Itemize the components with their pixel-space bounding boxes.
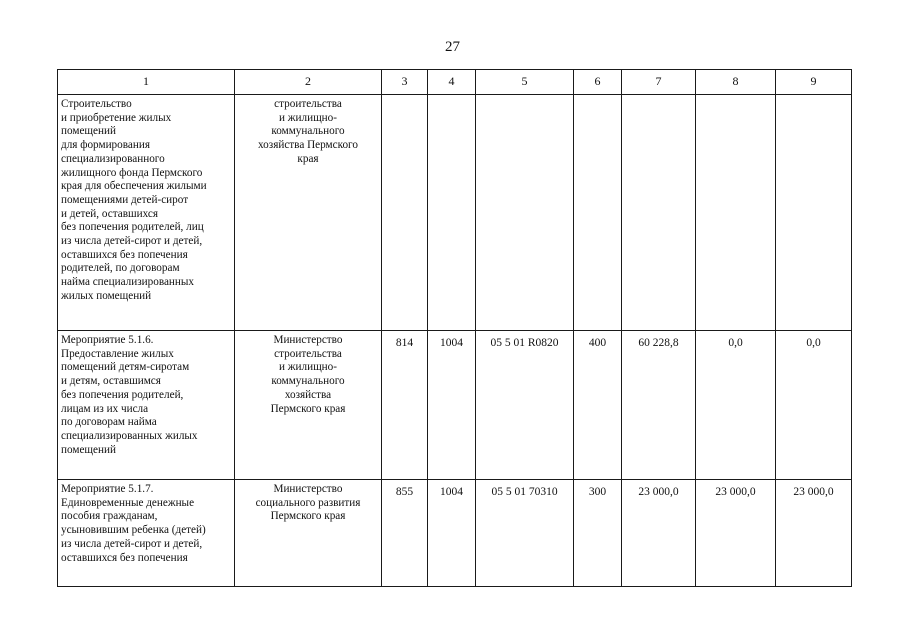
cell-col-5: 05 5 01 R0820 (476, 331, 574, 480)
cell-col-3 (382, 95, 428, 331)
column-header-4: 4 (428, 70, 476, 95)
column-header-8: 8 (696, 70, 776, 95)
responsible-body: Министерство социального развития Пермского края (235, 480, 382, 587)
header-row (58, 70, 852, 95)
table-row (58, 480, 852, 587)
cell-col-7: 60 228,8 (622, 331, 696, 480)
cell-col-7 (622, 95, 696, 331)
table-row (58, 95, 852, 331)
cell-col-9: 23 000,0 (776, 480, 852, 587)
page-number: 27 (445, 39, 460, 55)
cell-col-5 (476, 95, 574, 331)
event-description: Строительство и приобретение жилых помещений для формирования специализированного жилищного фонда Пермского края для обеспечения жилыми помещениями детей-сирот и детей, оставшихся без попечения родителей, лиц из числа детей-сирот и детей, оставшихся без попечения родителей, по договорам найма специализированных жилых помещений (58, 95, 235, 331)
cell-col-3: 855 (382, 480, 428, 587)
cell-col-9 (776, 95, 852, 331)
event-description: Мероприятие 5.1.6. Предоставление жилых помещений детям-сиротам и детям, оставшимся без попечения родителей, лицам из их числа по договорам найма специализированных жилых помещений (58, 331, 235, 480)
responsible-body: строительства и жилищно- коммунального хозяйства Пермского края (235, 95, 382, 331)
cell-col-6: 300 (574, 480, 622, 587)
table-row (58, 331, 852, 480)
cell-col-7: 23 000,0 (622, 480, 696, 587)
event-description: Мероприятие 5.1.7. Единовременные денежные пособия гражданам, усыновившим ребенка (детей) из числа детей-сирот и детей, оставшихся без попечения (58, 480, 235, 587)
cell-col-5: 05 5 01 70310 (476, 480, 574, 587)
cell-col-8 (696, 95, 776, 331)
column-header-1: 1 (58, 70, 235, 95)
cell-col-9: 0,0 (776, 331, 852, 480)
budget-table (57, 69, 852, 587)
cell-col-4: 1004 (428, 480, 476, 587)
cell-col-4: 1004 (428, 331, 476, 480)
cell-col-8: 0,0 (696, 331, 776, 480)
cell-col-6 (574, 95, 622, 331)
cell-col-6: 400 (574, 331, 622, 480)
column-header-9: 9 (776, 70, 852, 95)
column-header-3: 3 (382, 70, 428, 95)
cell-col-8: 23 000,0 (696, 480, 776, 587)
cell-col-4 (428, 95, 476, 331)
column-header-7: 7 (622, 70, 696, 95)
responsible-body: Министерство строительства и жилищно- коммунального хозяйства Пермского края (235, 331, 382, 480)
cell-col-3: 814 (382, 331, 428, 480)
column-header-5: 5 (476, 70, 574, 95)
column-header-6: 6 (574, 70, 622, 95)
column-header-2: 2 (235, 70, 382, 95)
